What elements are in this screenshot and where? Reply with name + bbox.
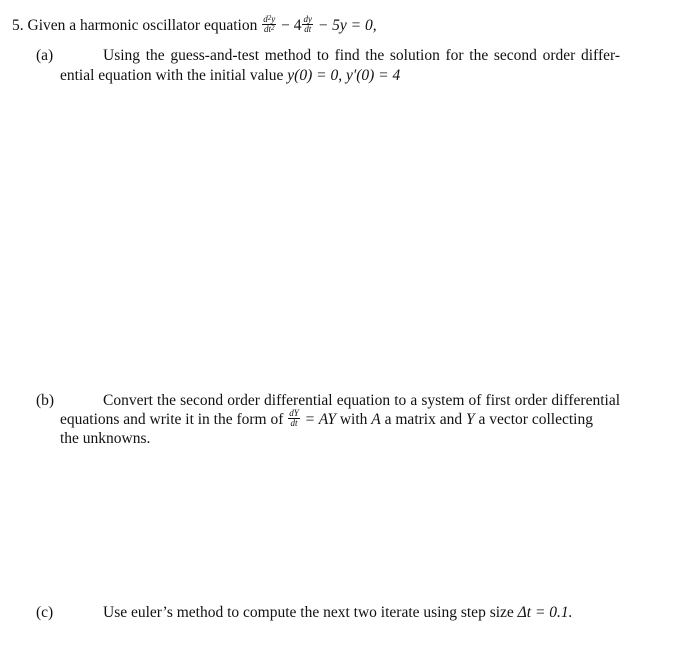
question-intro: Given a harmonic oscillator equation bbox=[27, 17, 258, 35]
part-b-label: (b) bbox=[36, 392, 55, 409]
part-b-with: with bbox=[339, 411, 368, 429]
part-a-line2 bbox=[60, 67, 400, 85]
vector-variable: Y bbox=[465, 411, 475, 429]
part-a-line1: Using the guess-and-test method to find the solution for the second order differ- bbox=[103, 47, 620, 64]
part-b-line2-end: a vector collecting bbox=[478, 411, 593, 429]
part-c-line1 bbox=[103, 604, 573, 622]
equation-minus-coefficient: − 4 bbox=[281, 17, 302, 35]
dy-dt-fraction: $\frac{dY}{dt}$ bbox=[289, 408, 299, 428]
part-c-label: (c) bbox=[36, 604, 54, 621]
part-b-equation: = AY bbox=[304, 411, 336, 429]
part-b-line2-pre: equations and write it in the form of bbox=[60, 411, 284, 429]
part-b-line1: Convert the second order differential equation to a system of first order differential bbox=[103, 392, 620, 409]
part-a-initial-values: y(0) = 0, y′(0) = 4 bbox=[287, 67, 401, 84]
part-c-step-size: Δt = 0.1. bbox=[517, 604, 573, 621]
matrix-variable: A bbox=[371, 411, 381, 429]
part-b-line2 bbox=[60, 408, 593, 430]
part-b-line3: the unknowns. bbox=[60, 430, 151, 447]
question-number: 5. bbox=[12, 17, 24, 35]
part-a-line2-text: ential equation with the initial value bbox=[60, 67, 284, 84]
part-c-text: Use euler’s method to compute the next two iterate using step size bbox=[103, 604, 514, 621]
part-b-matrix-text: a matrix and bbox=[384, 411, 463, 429]
question-header bbox=[12, 14, 377, 36]
first-derivative-fraction: $\frac{dy}{dt}$ bbox=[303, 14, 312, 34]
part-a-label: (a) bbox=[36, 47, 54, 64]
equation-tail: − 5y = 0, bbox=[317, 17, 377, 35]
second-derivative-fraction: $\frac{d^2y}{dt^2}$ bbox=[263, 14, 276, 34]
